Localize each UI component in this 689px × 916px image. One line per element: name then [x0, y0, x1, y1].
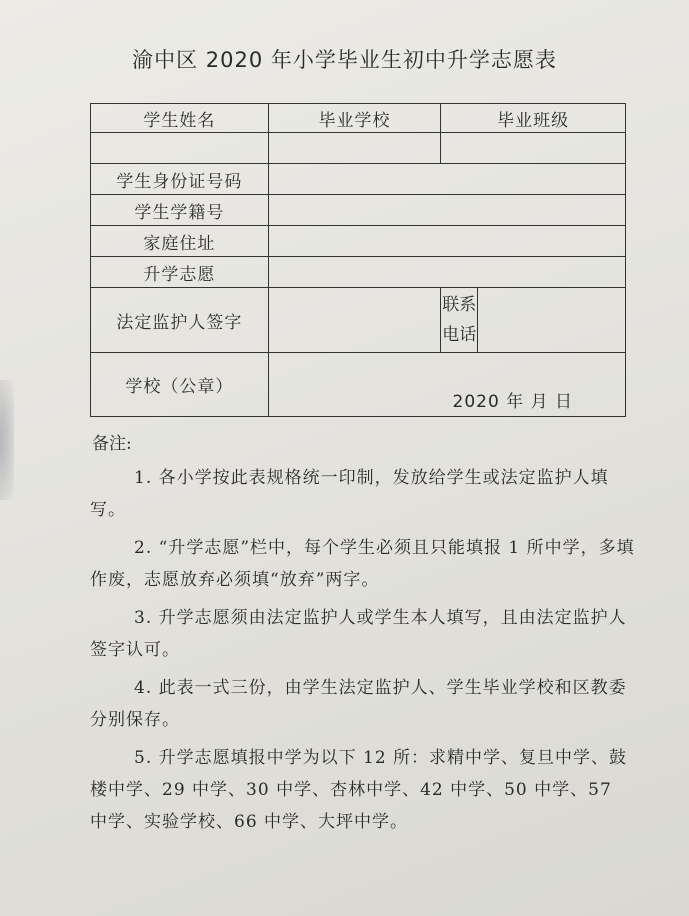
student-reg-row	[91, 195, 626, 226]
student-reg-label: 学生学籍号	[91, 195, 269, 226]
contact-line-2: 电话	[442, 325, 477, 345]
guardian-sign-label: 法定监护人签字	[91, 288, 269, 353]
choice-row	[91, 257, 626, 288]
note-item-2: 2. “升学志愿”栏中，每个学生必须且只能填报 1 所中学，多填作废，志愿放弃必须填“放弃”两字。	[90, 538, 635, 590]
note-item-4: 4. 此表一式三份，由学生法定监护人、学生毕业学校和区教委分别保存。	[90, 678, 627, 730]
student-name-field[interactable]	[91, 133, 269, 164]
choice-field[interactable]	[268, 257, 625, 288]
choice-label: 升学志愿	[91, 257, 269, 288]
note-item-1: 1. 各小学按此表规格统一印制，发放给学生或法定监护人填写。	[90, 468, 609, 520]
guardian-row	[91, 288, 626, 353]
address-row	[91, 226, 626, 257]
note-item-3: 3. 升学志愿须由法定监护人或学生本人填写，且由法定监护人签字认可。	[90, 608, 627, 660]
school-seal-field[interactable]	[268, 353, 625, 417]
seal-date: 2020 年 月 日	[452, 392, 573, 412]
document-title: 渝中区 2020 年小学毕业生初中升学志愿表	[132, 48, 557, 72]
school-seal-row	[91, 353, 626, 417]
note-item-5: 5. 升学志愿填报中学为以下 12 所：求精中学、复旦中学、鼓楼中学、29 中学、30 中学、杏林中学、42 中学、50 中学、57 中学、实验学校、66 中学、大坪中学。	[90, 748, 628, 832]
contact-phone-field[interactable]	[478, 288, 626, 353]
student-reg-field[interactable]	[268, 195, 625, 226]
id-number-field[interactable]	[268, 164, 625, 195]
school-seal-label: 学校（公章）	[91, 353, 269, 417]
notes-heading: 备注:	[92, 434, 132, 454]
notes-section	[90, 428, 636, 844]
address-label: 家庭住址	[91, 226, 269, 257]
graduate-class-header: 毕业班级	[441, 104, 626, 133]
graduate-school-field[interactable]	[268, 133, 441, 164]
page-shadow	[0, 380, 14, 500]
contact-line-1: 联系	[442, 295, 477, 315]
contact-phone-label	[441, 288, 478, 353]
student-info-row	[91, 133, 626, 164]
graduate-school-header: 毕业学校	[268, 104, 441, 133]
student-name-header: 学生姓名	[91, 104, 269, 133]
address-field[interactable]	[268, 226, 625, 257]
header-row	[91, 104, 626, 133]
application-form-table	[90, 103, 626, 417]
graduate-class-field[interactable]	[441, 133, 626, 164]
guardian-sign-field[interactable]	[268, 288, 441, 353]
id-number-row	[91, 164, 626, 195]
id-number-label: 学生身份证号码	[91, 164, 269, 195]
